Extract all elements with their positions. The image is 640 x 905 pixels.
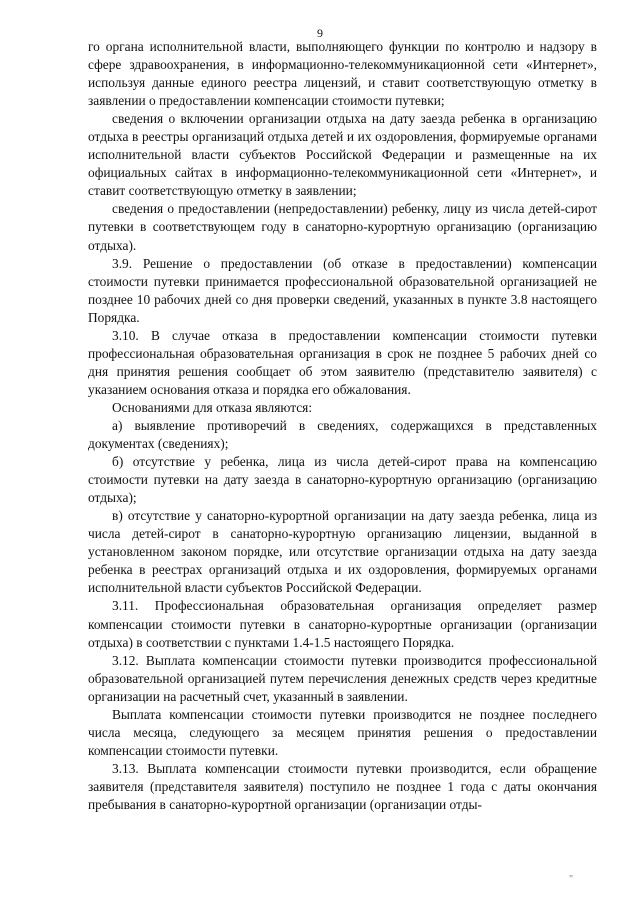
paragraph-3-10: 3.10. В случае отказа в предоставлении компенсации стоимости путевки профессиональная образовательная организация в срок не позднее 5 рабочих дней со дня принятия решения сообщает об этом заявителю (представителю заявителя) с указанием основания отказа и порядка его обжалования. bbox=[88, 327, 597, 397]
page-number: 9 bbox=[317, 26, 323, 40]
paragraph: Основаниями для отказа являются: bbox=[112, 399, 313, 415]
paragraph-3-9: 3.9. Решение о предоставлении (об отказе в предоставлении) компенсации стоимости путевки принимается профессиональной образовательной организацией не позднее 10 рабочих дней со дня проверки сведений, указанных в пункте 3.8 настоящего Порядка. bbox=[88, 255, 597, 325]
paragraph-3-12: 3.12. Выплата компенсации стоимости путевки производится профессиональной образовательной организацией путем перечисления денежных средств через кредитные организации на расчетный счет, указанный в заявлении. bbox=[88, 652, 597, 704]
paragraph: сведения о предоставлении (непредоставлении) ребенку, лицу из числа детей-сирот путевки в соответствующем году в санаторно-курортную организацию (организацию отдыха). bbox=[88, 201, 597, 253]
scan-mark: " bbox=[569, 874, 574, 885]
document-body bbox=[88, 38, 597, 814]
list-item: а) выявление противоречий в сведениях, содержащихся в представленных документах (сведениях); bbox=[88, 417, 597, 452]
list-item: в) отсутствие у санаторно-курортной организации на дату заезда ребенка, лица из числа детей-сирот в санаторно-курортную организацию лицензии, выданной в установленном законом порядке, или отсутствие организации отдыха на дату заезда ребенка в реестрах организаций отдыха и их оздоровления, формируемых органами исполнительной власти субъектов Российской Федерации. bbox=[88, 508, 597, 596]
list-item: б) отсутствие у ребенка, лица из числа детей-сирот права на компенсацию стоимости путевки на дату заезда в санаторно-курортную организацию (организацию отдыха); bbox=[88, 454, 597, 506]
paragraph: го органа исполнительной власти, выполняющего функции по контролю и надзору в сфере здравоохранения, в информационно-телекоммуникационной сети «Интернет», используя данные единого реестра лицензий, и ставит соответствующую отметку в заявлении о предоставлении компенсации стоимости путевки; bbox=[88, 39, 597, 109]
paragraph: сведения о включении организации отдыха на дату заезда ребенка в организацию отдыха в реестры организаций отдыха детей и их оздоровления, формируемые органами исполнительной власти субъектов Российской Федерации и размещенные на их официальных сайтах в информационно-телекоммуникационной сети «Интернет», и ставит соответствующую отметку в заявлении; bbox=[88, 111, 597, 199]
paragraph: Выплата компенсации стоимости путевки производится не позднее последнего числа месяца, следующего за месяцем принятия решения о предоставлении компенсации стоимости путевки. bbox=[88, 706, 597, 758]
paragraph-3-13: 3.13. Выплата компенсации стоимости путевки производится, если обращение заявителя (представителя заявителя) поступило не позднее 1 года с даты окончания пребывания в санаторно-курортной организации (организации отды- bbox=[88, 760, 597, 812]
paragraph-3-11: 3.11. Профессиональная образовательная организация определяет размер компенсации стоимости путевки в санаторно-курортные организации (организации отдыха) в соответствии с пунктами 1.4-1.5 настоящего Порядка. bbox=[88, 598, 597, 650]
